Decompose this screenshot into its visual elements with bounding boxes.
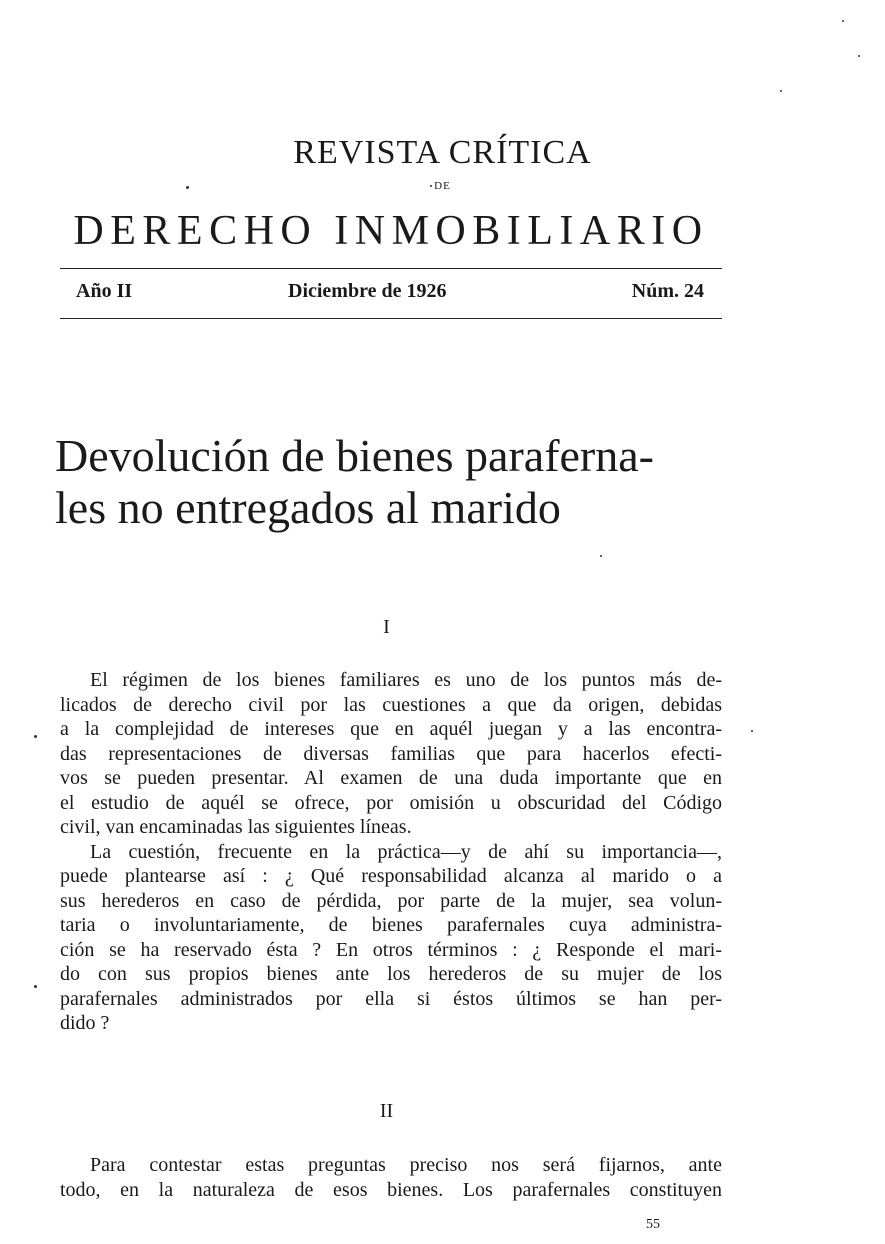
issue-date: Diciembre de 1926 <box>288 280 447 302</box>
issue-year: Año II <box>76 280 133 302</box>
section-numeral: II <box>379 1100 394 1122</box>
text-line: parafernales administrados por ella si éstos últimos se han per- <box>60 987 722 1010</box>
section-numeral: I <box>383 616 390 638</box>
text-line: el estudio de aquél se ofrece, por omisión u obscuridad del Código <box>60 791 722 814</box>
scan-speck <box>34 735 37 738</box>
text-line: taria o involuntariamente, de bienes parafernales cuya administra- <box>60 914 722 936</box>
page-number: 55 <box>646 1217 660 1232</box>
text-line: sus herederos en caso de pérdida, por parte de la mujer, sea volun- <box>60 889 722 912</box>
text-line: puede plantearse así : ¿ Qué responsabilidad alcanza al marido o a <box>60 865 722 887</box>
text-line: civil, van encaminadas las siguientes líneas. <box>60 816 412 838</box>
text-line: dido ? <box>60 1012 110 1034</box>
text-line: La cuestión, frecuente en la práctica—y de ahí su importancia—, <box>90 840 722 863</box>
text-line: a la complejidad de intereses que en aquél juegan y a las encontra- <box>60 718 722 740</box>
journal-subtitle: DERECHO INMOBILIARIO <box>73 208 709 254</box>
section-1-body <box>60 668 722 1036</box>
issue-line <box>60 276 722 306</box>
article-title-line: les no entregados al marido <box>55 482 561 533</box>
text-line: vos se pueden presentar. Al examen de una duda importante que en <box>60 767 722 789</box>
text-line: todo, en la naturaleza de esos bienes. Los parafernales constituyen <box>60 1178 722 1201</box>
scan-speck <box>430 185 432 187</box>
text-line: das representaciones de diversas familias que para hacerlos efecti- <box>60 742 722 765</box>
header-rule-bottom <box>60 318 722 319</box>
section-2-body <box>60 1153 722 1202</box>
scan-speck <box>34 985 37 988</box>
text-line: ción se ha reservado ésta ? En otros términos : ¿ Responde el mari- <box>60 938 722 961</box>
text-line: do con sus propios bienes ante los herederos de su mujer de los <box>60 963 722 985</box>
scan-speck <box>858 55 860 57</box>
text-line: licados de derecho civil por las cuestiones a que da origen, debidas <box>60 693 722 716</box>
article-title <box>55 430 755 534</box>
header-rule-top <box>60 268 722 269</box>
issue-number: Núm. 24 <box>631 280 704 302</box>
scan-speck <box>600 555 602 557</box>
journal-de: DE <box>434 180 451 192</box>
article-title-line: Devolución de bienes paraferna- <box>55 430 654 481</box>
journal-title: REVISTA CRÍTICA <box>293 134 592 171</box>
scan-speck <box>780 90 782 92</box>
scan-speck <box>186 186 189 189</box>
text-line: Para contestar estas preguntas preciso nos será fijarnos, ante <box>90 1154 722 1176</box>
scan-speck <box>842 20 844 22</box>
text-line: El régimen de los bienes familiares es uno de los puntos más de- <box>90 669 722 691</box>
scan-speck <box>751 730 753 732</box>
